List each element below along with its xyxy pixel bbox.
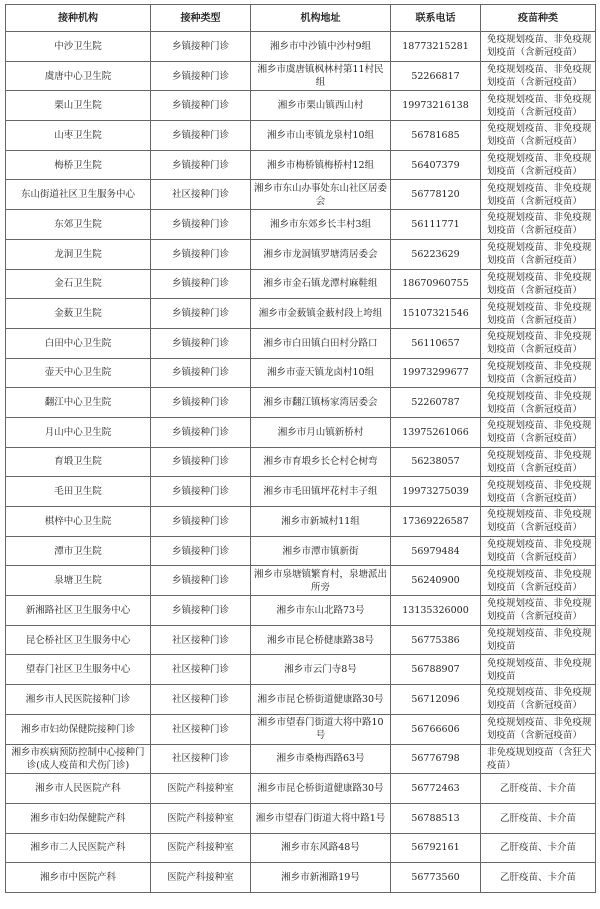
- cell-phone: 52266817: [391, 61, 481, 91]
- cell-address: 湘乡市金石镇龙潭村麻鞋组: [251, 269, 391, 299]
- table-row: [6, 714, 596, 744]
- header-row: [6, 5, 596, 32]
- cell-phone: 13135326000: [391, 596, 481, 626]
- cell-vaccine: 免疫规划疫苗、非免疫规划疫苗（含新冠疫苗）: [481, 91, 596, 121]
- cell-type: 社区接种门诊: [151, 685, 251, 715]
- cell-type: 医院产科接种室: [151, 803, 251, 833]
- cell-phone: 56111771: [391, 210, 481, 240]
- cell-phone: 15107321546: [391, 299, 481, 329]
- table-row: [6, 91, 596, 121]
- cell-address: 湘乡市东山北路73号: [251, 596, 391, 626]
- cell-org: 湘乡市中医院产科: [6, 863, 151, 893]
- cell-vaccine: 免疫规划疫苗、非免疫规划疫苗（含新冠疫苗）: [481, 507, 596, 537]
- cell-address: 湘乡市昆仑桥街道健康路30号: [251, 774, 391, 804]
- cell-address: 湘乡市中沙镇中沙村9组: [251, 32, 391, 62]
- cell-address: 湘乡市东郊乡长丰村3组: [251, 210, 391, 240]
- cell-type: 社区接种门诊: [151, 180, 251, 210]
- cell-type: 医院产科接种室: [151, 863, 251, 893]
- table-body: [6, 32, 596, 893]
- cell-phone: 56240900: [391, 566, 481, 596]
- header-address: 机构地址: [251, 5, 391, 32]
- cell-vaccine: 乙肝疫苗、卡介苗: [481, 774, 596, 804]
- cell-phone: 56792161: [391, 833, 481, 863]
- vaccination-sites-table: [5, 4, 596, 893]
- cell-org: 白田中心卫生院: [6, 328, 151, 358]
- cell-vaccine: 乙肝疫苗、卡介苗: [481, 863, 596, 893]
- cell-vaccine: 免疫规划疫苗、非免疫规划疫苗（含新冠疫苗）: [481, 32, 596, 62]
- cell-vaccine: 免疫规划疫苗、非免疫规划疫苗（含新冠疫苗）: [481, 447, 596, 477]
- table-row: [6, 210, 596, 240]
- table-row: [6, 299, 596, 329]
- table-row: [6, 803, 596, 833]
- cell-org: 梅桥卫生院: [6, 150, 151, 180]
- cell-org: 金薮卫生院: [6, 299, 151, 329]
- cell-type: 乡镇接种门诊: [151, 150, 251, 180]
- cell-address: 湘乡市虞唐镇枫林村第11村民组: [251, 61, 391, 91]
- cell-org: 虞唐中心卫生院: [6, 61, 151, 91]
- cell-phone: 17369226587: [391, 507, 481, 537]
- cell-address: 湘乡市毛田镇坪花村丰子组: [251, 477, 391, 507]
- cell-vaccine: 免疫规划疫苗、非免疫规划疫苗: [481, 625, 596, 655]
- cell-phone: 56772463: [391, 774, 481, 804]
- cell-type: 乡镇接种门诊: [151, 299, 251, 329]
- cell-phone: 56407379: [391, 150, 481, 180]
- cell-org: 东郊卫生院: [6, 210, 151, 240]
- cell-org: 月山中心卫生院: [6, 417, 151, 447]
- cell-address: 湘乡市翻江镇杨家湾居委会: [251, 388, 391, 418]
- cell-vaccine: 免疫规划疫苗、非免疫规划疫苗（含新冠疫苗）: [481, 180, 596, 210]
- cell-org: 湘乡市人民医院接种门诊: [6, 685, 151, 715]
- cell-vaccine: 免疫规划疫苗、非免疫规划疫苗（含新冠疫苗）: [481, 61, 596, 91]
- cell-address: 湘乡市月山镇新桥村: [251, 417, 391, 447]
- cell-type: 乡镇接种门诊: [151, 477, 251, 507]
- table-row: [6, 447, 596, 477]
- cell-type: 乡镇接种门诊: [151, 596, 251, 626]
- cell-phone: 56773560: [391, 863, 481, 893]
- cell-address: 湘乡市潭市镇新街: [251, 536, 391, 566]
- cell-address: 湘乡市泉塘镇繁育村，泉塘派出所旁: [251, 566, 391, 596]
- cell-org: 昆仑桥社区卫生服务中心: [6, 625, 151, 655]
- cell-vaccine: 免疫规划疫苗、非免疫规划疫苗: [481, 655, 596, 685]
- cell-vaccine: 免疫规划疫苗、非免疫规划疫苗（含新冠疫苗）: [481, 358, 596, 388]
- cell-address: 湘乡市山枣镇龙泉村10组: [251, 121, 391, 151]
- cell-org: 潭市卫生院: [6, 536, 151, 566]
- cell-vaccine: 非免疫规划疫苗（含狂犬疫苗）: [481, 744, 596, 774]
- cell-org: 湘乡市人民医院产科: [6, 774, 151, 804]
- cell-address: 湘乡市昆仑桥健康路38号: [251, 625, 391, 655]
- cell-type: 社区接种门诊: [151, 625, 251, 655]
- cell-type: 社区接种门诊: [151, 714, 251, 744]
- cell-org: 毛田卫生院: [6, 477, 151, 507]
- cell-org: 棋梓中心卫生院: [6, 507, 151, 537]
- table-header: [6, 5, 596, 32]
- cell-vaccine: 免疫规划疫苗、非免疫规划疫苗（含新冠疫苗）: [481, 714, 596, 744]
- cell-address: 湘乡市东风路48号: [251, 833, 391, 863]
- cell-address: 湘乡市新湘路19号: [251, 863, 391, 893]
- cell-vaccine: 免疫规划疫苗、非免疫规划疫苗（含新冠疫苗）: [481, 596, 596, 626]
- cell-phone: 18670960755: [391, 269, 481, 299]
- table-row: [6, 507, 596, 537]
- cell-vaccine: 免疫规划疫苗、非免疫规划疫苗（含新冠疫苗）: [481, 417, 596, 447]
- table-row: [6, 744, 596, 774]
- cell-type: 社区接种门诊: [151, 655, 251, 685]
- cell-org: 龙洞卫生院: [6, 239, 151, 269]
- cell-type: 医院产科接种室: [151, 833, 251, 863]
- cell-org: 翻江中心卫生院: [6, 388, 151, 418]
- cell-phone: 56778120: [391, 180, 481, 210]
- cell-address: 湘乡市育塅乡长仑村仑树弯: [251, 447, 391, 477]
- table-row: [6, 417, 596, 447]
- cell-phone: 13975261066: [391, 417, 481, 447]
- cell-address: 湘乡市梅桥镇梅桥村12组: [251, 150, 391, 180]
- cell-address: 湘乡市昆仑桥街道健康路30号: [251, 685, 391, 715]
- table-row: [6, 269, 596, 299]
- cell-vaccine: 免疫规划疫苗、非免疫规划疫苗（含新冠疫苗）: [481, 150, 596, 180]
- cell-vaccine: 免疫规划疫苗、非免疫规划疫苗（含新冠疫苗）: [481, 328, 596, 358]
- cell-phone: 56712096: [391, 685, 481, 715]
- cell-phone: 56776798: [391, 744, 481, 774]
- cell-phone: 56110657: [391, 328, 481, 358]
- cell-address: 湘乡市金薮镇金薮村段上垮组: [251, 299, 391, 329]
- cell-type: 乡镇接种门诊: [151, 388, 251, 418]
- table-row: [6, 774, 596, 804]
- cell-org: 湘乡市疾病预防控制中心接种门诊(成人疫苗和犬伤门诊): [6, 744, 151, 774]
- cell-org: 湘乡市妇幼保健院产科: [6, 803, 151, 833]
- cell-type: 乡镇接种门诊: [151, 61, 251, 91]
- table-row: [6, 596, 596, 626]
- cell-org: 壶天中心卫生院: [6, 358, 151, 388]
- cell-address: 湘乡市壶天镇龙卤村10组: [251, 358, 391, 388]
- cell-org: 泉塘卫生院: [6, 566, 151, 596]
- cell-vaccine: 免疫规划疫苗、非免疫规划疫苗（含新冠疫苗）: [481, 477, 596, 507]
- table-row: [6, 833, 596, 863]
- cell-phone: 56788907: [391, 655, 481, 685]
- cell-org: 望春门社区卫生服务中心: [6, 655, 151, 685]
- cell-type: 乡镇接种门诊: [151, 328, 251, 358]
- table-row: [6, 180, 596, 210]
- cell-address: 湘乡市望春门街道大将中路1号: [251, 803, 391, 833]
- table-row: [6, 150, 596, 180]
- cell-vaccine: 免疫规划疫苗、非免疫规划疫苗（含新冠疫苗）: [481, 239, 596, 269]
- cell-phone: 19973275039: [391, 477, 481, 507]
- header-org: 接种机构: [6, 5, 151, 32]
- cell-org: 新湘路社区卫生服务中心: [6, 596, 151, 626]
- cell-org: 东山街道社区卫生服务中心: [6, 180, 151, 210]
- table-row: [6, 685, 596, 715]
- cell-type: 乡镇接种门诊: [151, 417, 251, 447]
- cell-address: 湘乡市东山办事处东山社区居委会: [251, 180, 391, 210]
- cell-phone: 56775386: [391, 625, 481, 655]
- cell-address: 湘乡市龙洞镇罗塘湾居委会: [251, 239, 391, 269]
- cell-vaccine: 乙肝疫苗、卡介苗: [481, 803, 596, 833]
- cell-vaccine: 免疫规划疫苗、非免疫规划疫苗（含新冠疫苗）: [481, 566, 596, 596]
- table-row: [6, 388, 596, 418]
- table-row: [6, 358, 596, 388]
- cell-vaccine: 免疫规划疫苗、非免疫规划疫苗（含新冠疫苗）: [481, 299, 596, 329]
- cell-vaccine: 免疫规划疫苗、非免疫规划疫苗（含新冠疫苗）: [481, 536, 596, 566]
- cell-type: 乡镇接种门诊: [151, 121, 251, 151]
- cell-type: 乡镇接种门诊: [151, 447, 251, 477]
- cell-type: 乡镇接种门诊: [151, 269, 251, 299]
- cell-phone: 56238057: [391, 447, 481, 477]
- cell-phone: 56766606: [391, 714, 481, 744]
- cell-type: 乡镇接种门诊: [151, 536, 251, 566]
- header-phone: 联系电话: [391, 5, 481, 32]
- table-row: [6, 477, 596, 507]
- cell-phone: 18773215281: [391, 32, 481, 62]
- table-row: [6, 32, 596, 62]
- cell-type: 乡镇接种门诊: [151, 358, 251, 388]
- cell-address: 湘乡市新城村11组: [251, 507, 391, 537]
- table-row: [6, 655, 596, 685]
- cell-org: 金石卫生院: [6, 269, 151, 299]
- header-vaccine: 疫苗种类: [481, 5, 596, 32]
- cell-type: 乡镇接种门诊: [151, 32, 251, 62]
- cell-phone: 19973216138: [391, 91, 481, 121]
- table-row: [6, 61, 596, 91]
- cell-type: 乡镇接种门诊: [151, 566, 251, 596]
- cell-vaccine: 免疫规划疫苗、非免疫规划疫苗（含新冠疫苗）: [481, 269, 596, 299]
- table-row: [6, 121, 596, 151]
- cell-type: 医院产科接种室: [151, 774, 251, 804]
- vaccination-sites-table-wrapper: [5, 4, 596, 893]
- cell-phone: 19973299677: [391, 358, 481, 388]
- cell-vaccine: 免疫规划疫苗、非免疫规划疫苗（含新冠疫苗）: [481, 210, 596, 240]
- cell-vaccine: 乙肝疫苗、卡介苗: [481, 833, 596, 863]
- cell-address: 湘乡市栗山镇西山村: [251, 91, 391, 121]
- cell-address: 湘乡市白田镇白田村分路口: [251, 328, 391, 358]
- cell-org: 湘乡市妇幼保健院接种门诊: [6, 714, 151, 744]
- cell-address: 湘乡市望春门街道大将中路10号: [251, 714, 391, 744]
- cell-org: 湘乡市二人民医院产科: [6, 833, 151, 863]
- cell-org: 山枣卫生院: [6, 121, 151, 151]
- cell-phone: 56781685: [391, 121, 481, 151]
- cell-address: 湘乡市桑梅西路63号: [251, 744, 391, 774]
- cell-org: 育塅卫生院: [6, 447, 151, 477]
- table-row: [6, 536, 596, 566]
- table-row: [6, 566, 596, 596]
- cell-vaccine: 免疫规划疫苗、非免疫规划疫苗（含新冠疫苗）: [481, 388, 596, 418]
- cell-type: 社区接种门诊: [151, 744, 251, 774]
- cell-phone: 56788513: [391, 803, 481, 833]
- cell-phone: 52260787: [391, 388, 481, 418]
- header-type: 接种类型: [151, 5, 251, 32]
- cell-org: 栗山卫生院: [6, 91, 151, 121]
- table-row: [6, 239, 596, 269]
- cell-type: 乡镇接种门诊: [151, 239, 251, 269]
- table-row: [6, 863, 596, 893]
- table-row: [6, 328, 596, 358]
- cell-type: 乡镇接种门诊: [151, 91, 251, 121]
- cell-type: 乡镇接种门诊: [151, 507, 251, 537]
- cell-vaccine: 免疫规划疫苗、非免疫规划疫苗（含新冠疫苗）: [481, 121, 596, 151]
- cell-phone: 56979484: [391, 536, 481, 566]
- table-row: [6, 625, 596, 655]
- cell-type: 乡镇接种门诊: [151, 210, 251, 240]
- cell-address: 湘乡市云门寺8号: [251, 655, 391, 685]
- cell-org: 中沙卫生院: [6, 32, 151, 62]
- cell-vaccine: 免疫规划疫苗、非免疫规划疫苗（含新冠疫苗）: [481, 685, 596, 715]
- cell-phone: 56223629: [391, 239, 481, 269]
